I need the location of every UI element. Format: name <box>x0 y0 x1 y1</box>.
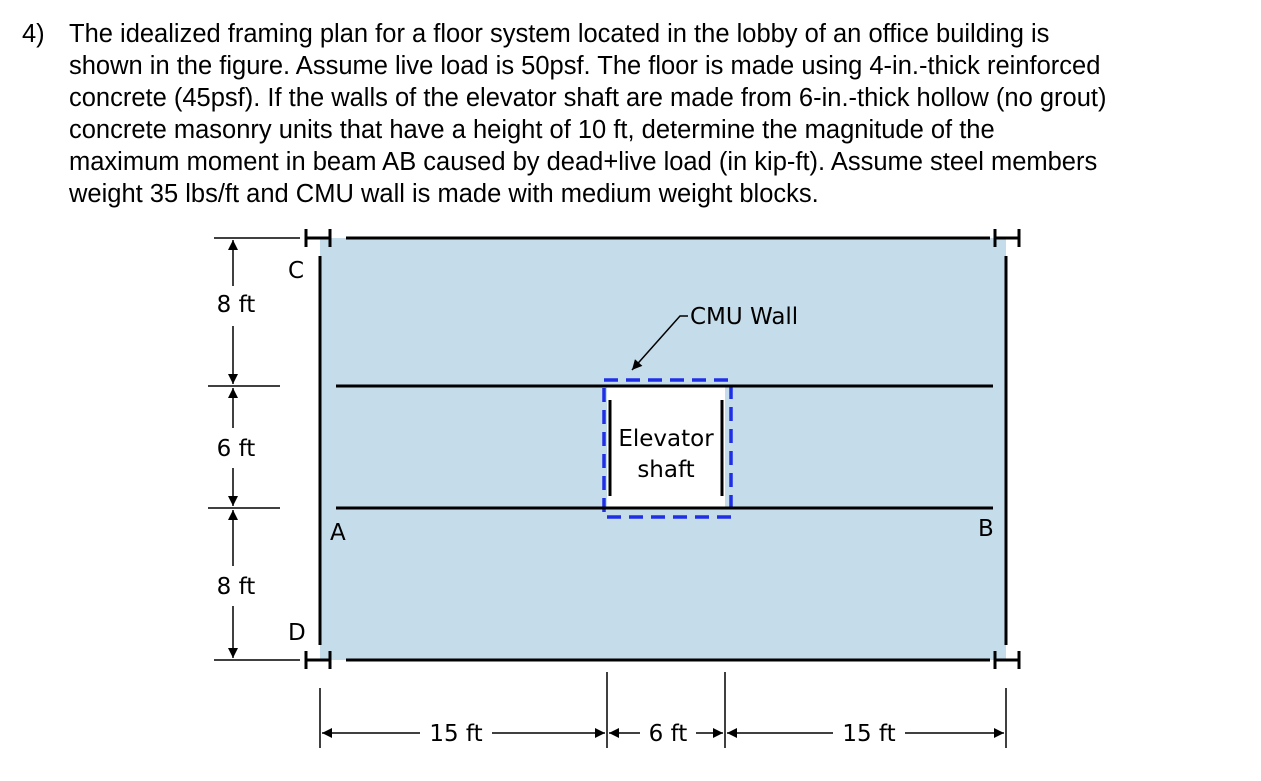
elevator-shaft-label-1: Elevator <box>618 426 714 452</box>
dim-bottom-right: 15 ft <box>842 721 896 747</box>
label-c: C <box>288 258 305 284</box>
dim-left-bottom: 8 ft <box>216 574 256 600</box>
problem-number: 4) <box>22 20 45 48</box>
label-d: D <box>288 620 306 646</box>
label-a: A <box>330 520 346 546</box>
dim-left-top: 8 ft <box>216 292 256 318</box>
dim-bottom-middle: 6 ft <box>648 721 688 747</box>
problem-line-5: maximum moment in beam AB caused by dead+live load (in kip-ft). Assume steel members <box>69 148 1098 176</box>
elevator-shaft-label-2: shaft <box>637 457 695 483</box>
dim-left-middle: 6 ft <box>216 436 256 462</box>
problem-line-6: weight 35 lbs/ft and CMU wall is made with medium weight blocks. <box>69 180 819 208</box>
problem-line-4: concrete masonry units that have a height of 10 ft, determine the magnitude of the <box>69 116 995 144</box>
dim-bottom-left: 15 ft <box>429 721 483 747</box>
cmu-wall-label: CMU Wall <box>690 304 799 330</box>
problem-line-2: shown in the figure. Assume live load is 50psf. The floor is made using 4-in.-thick reinforced <box>69 52 1101 80</box>
problem-line-1: The idealized framing plan for a floor system located in the lobby of an office building is <box>69 20 1050 48</box>
problem-line-3: concrete (45psf). If the walls of the elevator shaft are made from 6-in.-thick hollow (no grout) <box>69 84 1107 112</box>
label-b: B <box>978 516 994 542</box>
